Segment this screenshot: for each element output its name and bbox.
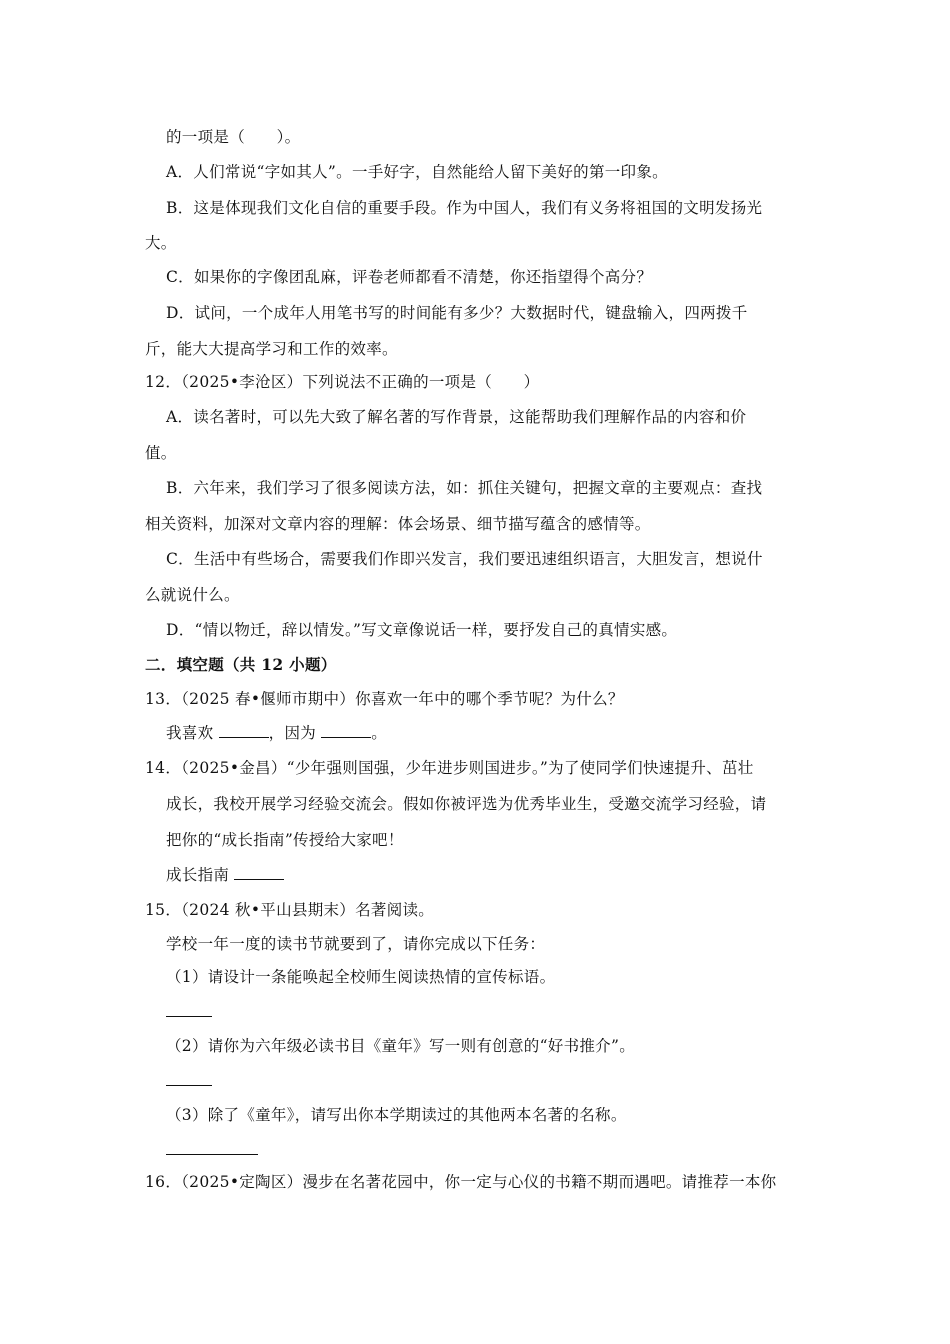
q12-option-b-line1: B．六年来，我们学习了很多阅读方法，如：抓住关键句，把握文章的主要观点：查找	[166, 479, 763, 497]
q15-intro: 学校一年一度的读书节就要到了，请你完成以下任务：	[166, 935, 546, 953]
section-heading-fill-in: 二．填空题（共 12 小题）	[145, 655, 337, 674]
q12-option-d: D．“情以物迁，辞以情发。”写文章像说话一样，要抒发自己的真情实感。	[166, 621, 678, 639]
q14-fill-prefix: 成长指南	[166, 866, 235, 884]
q12-option-a-line2: 值。	[145, 444, 177, 462]
q13-fill-middle: ，因为	[268, 724, 322, 742]
q15-task-3-blank[interactable]	[166, 1154, 258, 1155]
q11-option-d-line2: 斤，能大大提高学习和工作的效率。	[145, 340, 398, 358]
q11-stem-tail: 的一项是（ ）。	[166, 128, 301, 146]
q16-stem: 16．（2025•定陶区）漫步在名著花园中，你一定与心仪的书籍不期而遇吧。请推荐一本你	[145, 1173, 777, 1191]
q15-stem: 15．（2024 秋•平山县期末）名著阅读。	[145, 901, 435, 919]
q15-task-2-blank[interactable]	[166, 1085, 212, 1086]
q11-option-a: A．人们常说“字如其人”。一手好字，自然能给人留下美好的第一印象。	[166, 163, 668, 181]
q13-answer-line	[166, 723, 387, 743]
q13-answer-blank-2[interactable]	[321, 723, 371, 738]
q13-fill-suffix: 。	[371, 724, 388, 742]
q14-answer-line	[166, 865, 284, 885]
q13-stem: 13．（2025 春•偃师市期中）你喜欢一年中的哪个季节呢？为什么？	[145, 690, 624, 708]
q11-option-b-line1: B．这是体现我们文化自信的重要手段。作为中国人，我们有义务将祖国的文明发扬光	[166, 199, 763, 217]
q11-option-c: C．如果你的字像团乱麻，评卷老师都看不清楚，你还指望得个高分？	[166, 268, 653, 286]
q11-option-d-line1: D．试问，一个成年人用笔书写的时间能有多少？大数据时代，键盘输入，四两拨千	[166, 304, 748, 322]
q12-option-c-line2: 么就说什么。	[145, 586, 240, 604]
q15-task-1-blank[interactable]	[166, 1016, 212, 1017]
q13-fill-prefix: 我喜欢	[166, 724, 219, 742]
q14-stem-line2: 成长，我校开展学习经验交流会。假如你被评选为优秀毕业生，受邀交流学习经验，请	[166, 795, 767, 813]
q15-task-1: （1）请设计一条能唤起全校师生阅读热情的宣传标语。	[166, 968, 556, 986]
q15-task-2: （2）请你为六年级必读书目《童年》写一则有创意的“好书推介”。	[166, 1037, 636, 1055]
q12-option-b-line2: 相关资料，加深对文章内容的理解：体会场景、细节描写蕴含的感情等。	[145, 515, 651, 533]
q13-answer-blank-1[interactable]	[219, 723, 269, 738]
q14-stem-line3: 把你的“成长指南”传授给大家吧！	[166, 831, 404, 849]
q14-answer-blank[interactable]	[234, 865, 284, 880]
q12-stem: 12．（2025•李沧区）下列说法不正确的一项是（ ）	[145, 373, 540, 391]
q14-stem-line1: 14．（2025•金昌）“少年强则国强，少年进步则国进步。”为了使同学们快速提升、茁壮	[145, 759, 754, 777]
q12-option-c-line1: C．生活中有些场合，需要我们作即兴发言，我们要迅速组织语言，大胆发言，想说什	[166, 550, 763, 568]
q15-task-3: （3）除了《童年》，请写出你本学期读过的其他两本名著的名称。	[166, 1106, 627, 1124]
q12-option-a-line1: A．读名著时，可以先大致了解名著的写作背景，这能帮助我们理解作品的内容和价	[166, 408, 747, 426]
q11-option-b-line2: 大。	[145, 234, 177, 252]
